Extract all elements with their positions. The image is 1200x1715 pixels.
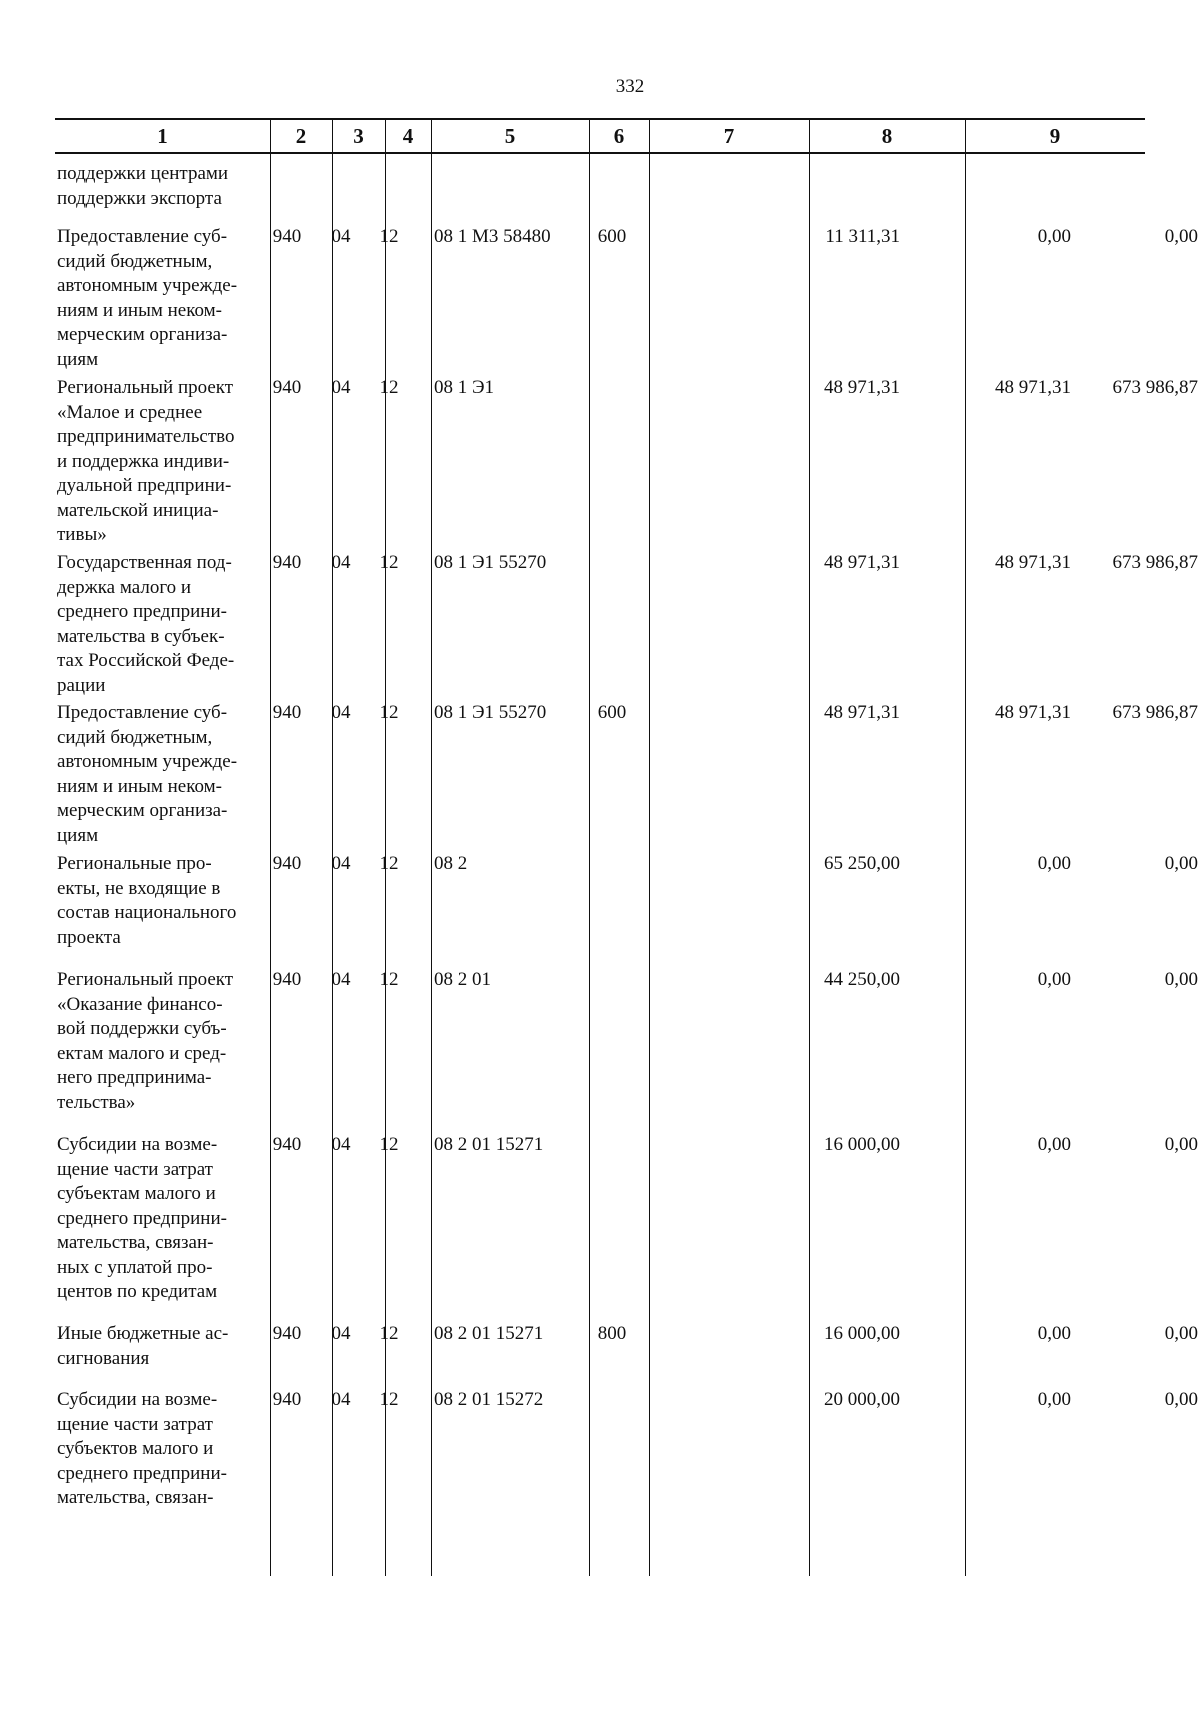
- section-code: 04: [331, 1323, 351, 1344]
- column-divider: [385, 118, 386, 1576]
- subsection-code: 12: [379, 702, 399, 723]
- amount-col7: 16 000,00: [824, 1323, 900, 1344]
- row-description: Региональный проект «Малое и среднее предпринимательство и поддержка индиви- дуальной предприни- мательской инициа- тивы»: [57, 377, 235, 545]
- ministry-code: 940: [272, 552, 302, 573]
- subsection-code: 12: [379, 1323, 399, 1344]
- amount-col8: 48 971,31: [995, 552, 1071, 573]
- expense-type-code: 600: [597, 702, 627, 723]
- amount-col7: 16 000,00: [824, 1134, 900, 1155]
- subsection-code: 12: [379, 377, 399, 398]
- row-description: Иные бюджетные ас- сигнования: [57, 1323, 229, 1369]
- amount-col9: 0,00: [1164, 1323, 1198, 1344]
- column-divider: [809, 118, 810, 1576]
- column-header: 3: [353, 124, 364, 148]
- amount-col8: 0,00: [1037, 969, 1071, 990]
- section-code: 04: [331, 969, 351, 990]
- target-article-code: 08 2 01: [434, 969, 491, 990]
- target-article-code: 08 1 Э1: [434, 377, 495, 398]
- amount-col7: 20 000,00: [824, 1389, 900, 1410]
- target-article-code: 08 1 Э1 55270: [434, 702, 547, 723]
- column-divider: [589, 118, 590, 1576]
- ministry-code: 940: [272, 853, 302, 874]
- section-code: 04: [331, 702, 351, 723]
- ministry-code: 940: [272, 1323, 302, 1344]
- section-code: 04: [331, 226, 351, 247]
- amount-col9: 0,00: [1164, 226, 1198, 247]
- ministry-code: 940: [272, 377, 302, 398]
- amount-col7: 48 971,31: [824, 702, 900, 723]
- amount-col8: 0,00: [1037, 853, 1071, 874]
- column-header: 4: [402, 124, 414, 148]
- amount-col8: 0,00: [1037, 226, 1071, 247]
- column-header: 2: [295, 124, 307, 148]
- expense-type-code: 800: [597, 1323, 627, 1344]
- amount-col8: 48 971,31: [995, 377, 1071, 398]
- ministry-code: 940: [272, 1389, 302, 1410]
- row-description: Субсидии на возме- щение части затрат субъектам малого и среднего предприни- мательства, связан- ных с уплатой про- центов по кредитам: [57, 1134, 227, 1302]
- ministry-code: 940: [272, 969, 302, 990]
- row-description: поддержки центрами поддержки экспорта: [57, 163, 229, 209]
- amount-col8: 0,00: [1037, 1323, 1071, 1344]
- amount-col8: 48 971,31: [995, 702, 1071, 723]
- subsection-code: 12: [379, 853, 399, 874]
- row-description: Государственная под- держка малого и среднего предприни- мательства в субъек- тах Российской Феде- рации: [57, 552, 235, 696]
- subsection-code: 12: [379, 226, 399, 247]
- amount-col9: 673 986,87: [1112, 377, 1198, 398]
- subsection-code: 12: [379, 552, 399, 573]
- column-header: 8: [881, 124, 893, 148]
- amount-col7: 11 311,31: [825, 226, 900, 247]
- amount-col9: 0,00: [1164, 969, 1198, 990]
- amount-col7: 44 250,00: [824, 969, 900, 990]
- amount-col8: 0,00: [1037, 1389, 1071, 1410]
- amount-col9: 673 986,87: [1112, 702, 1198, 723]
- column-header: 5: [504, 124, 516, 148]
- amount-col9: 0,00: [1164, 1134, 1198, 1155]
- row-description: Субсидии на возме- щение части затрат субъектов малого и среднего предприни- мательства, связан-: [57, 1389, 227, 1508]
- target-article-code: 08 2 01 15271: [434, 1323, 544, 1344]
- column-divider: [649, 118, 650, 1576]
- column-header: 6: [613, 124, 625, 148]
- target-article-code: 08 1 М3 58480: [434, 226, 551, 247]
- target-article-code: 08 1 Э1 55270: [434, 552, 547, 573]
- column-header: 9: [1049, 124, 1061, 148]
- column-header: 1: [157, 124, 168, 148]
- row-description: Предоставление суб- сидий бюджетным, автономным учрежде- ниям и иным неком- мерческим организа- циям: [57, 226, 238, 370]
- amount-col7: 48 971,31: [824, 377, 900, 398]
- target-article-code: 08 2: [434, 853, 468, 874]
- ministry-code: 940: [272, 226, 302, 247]
- expense-type-code: 600: [597, 226, 627, 247]
- row-description: Региональные про- екты, не входящие в состав национального проекта: [57, 853, 237, 948]
- column-divider: [965, 118, 966, 1576]
- amount-col9: 673 986,87: [1112, 552, 1198, 573]
- target-article-code: 08 2 01 15272: [434, 1389, 544, 1410]
- subsection-code: 12: [379, 1134, 399, 1155]
- budget-table: [55, 118, 1198, 1576]
- amount-col7: 65 250,00: [824, 853, 900, 874]
- section-code: 04: [331, 1389, 351, 1410]
- subsection-code: 12: [379, 969, 399, 990]
- section-code: 04: [331, 377, 351, 398]
- ministry-code: 940: [272, 1134, 302, 1155]
- column-divider: [431, 118, 432, 1576]
- amount-col9: 0,00: [1164, 853, 1198, 874]
- page-number: 332: [615, 76, 645, 97]
- ministry-code: 940: [272, 702, 302, 723]
- subsection-code: 12: [379, 1389, 399, 1410]
- section-code: 04: [331, 853, 351, 874]
- row-description: Региональный проект «Оказание финансо- вой поддержки субъ- ектам малого и сред- него предпринима- тельства»: [57, 969, 234, 1113]
- row-description: Предоставление суб- сидий бюджетным, автономным учрежде- ниям и иным неком- мерческим организа- циям: [57, 702, 238, 846]
- column-header: 7: [723, 124, 735, 148]
- column-divider: [332, 118, 333, 1576]
- amount-col9: 0,00: [1164, 1389, 1198, 1410]
- target-article-code: 08 2 01 15271: [434, 1134, 544, 1155]
- amount-col8: 0,00: [1037, 1134, 1071, 1155]
- section-code: 04: [331, 1134, 351, 1155]
- section-code: 04: [331, 552, 351, 573]
- table-header-rule: [55, 152, 1145, 154]
- column-divider: [270, 118, 271, 1576]
- amount-col7: 48 971,31: [824, 552, 900, 573]
